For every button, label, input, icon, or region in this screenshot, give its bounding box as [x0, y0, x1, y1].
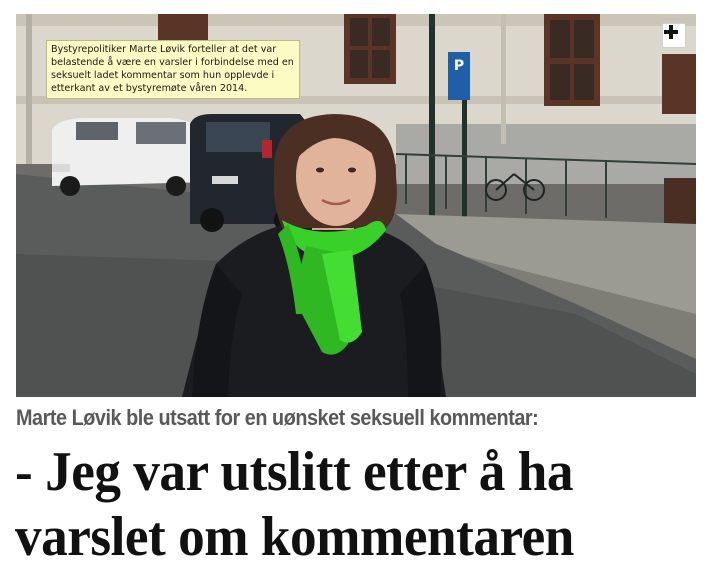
headline-line-1: - Jeg var utslitt etter å ha: [15, 441, 573, 503]
expand-image-button[interactable]: [662, 23, 686, 48]
article-kicker[interactable]: Marte Løvik ble utsatt for en uønsket seksuell kommentar:: [16, 405, 539, 430]
parking-sign-label: P: [453, 58, 465, 74]
article-photo[interactable]: [16, 14, 696, 397]
plus-icon: [663, 24, 679, 40]
headline-line-2: varslet om kommentaren: [15, 506, 574, 568]
caption-tooltip: Bystyrepolitiker Marte Løvik forteller at det var belastende å være en varsler i forbindelse med en seksuelt ladet kommentar som hun opplevde i etterkant av et bystyremøte våren 2014.: [46, 40, 300, 99]
article-headline[interactable]: [15, 440, 695, 570]
